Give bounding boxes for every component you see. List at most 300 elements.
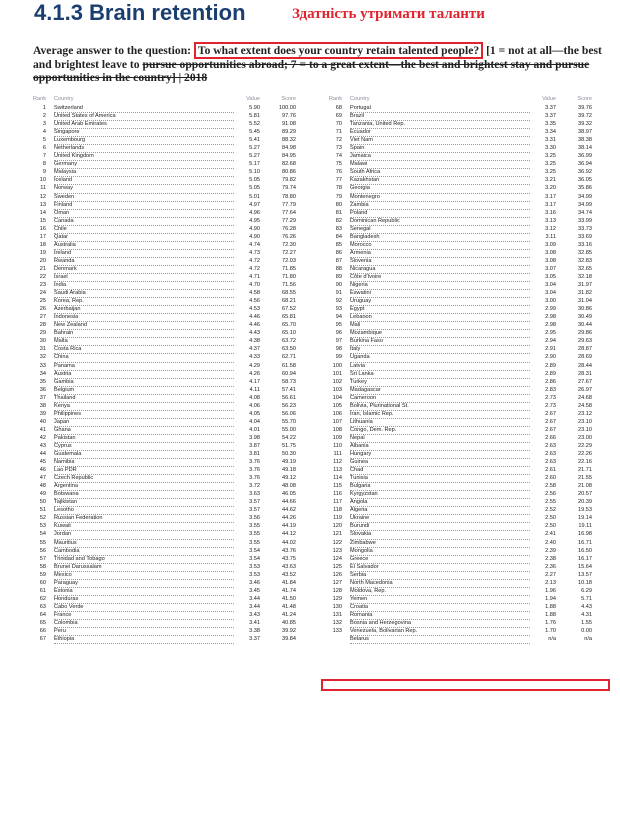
- value-cell: 2.90: [534, 353, 556, 361]
- value-cell: 2.66: [534, 434, 556, 442]
- value-cell: 3.57: [238, 498, 260, 506]
- table-row: [328, 635, 596, 643]
- score-cell: 20.57: [578, 491, 592, 498]
- rank-cell: 97: [335, 338, 342, 345]
- country-cell: Kenya: [54, 402, 234, 411]
- country-cell: Colombia: [54, 619, 234, 628]
- table-row: [328, 168, 596, 176]
- rank-cell: 79: [335, 193, 342, 200]
- score-cell: 44.02: [282, 539, 296, 546]
- value-cell: 4.05: [238, 410, 260, 418]
- score-cell: 60.94: [282, 370, 296, 377]
- rank-cell: 73: [335, 145, 342, 152]
- table-row: [328, 225, 596, 233]
- header-country: Country: [54, 96, 74, 102]
- rank-cell: 70: [335, 121, 342, 128]
- table-row: [328, 345, 596, 353]
- rank-cell: 82: [335, 217, 342, 224]
- country-cell: Thailand: [54, 394, 234, 403]
- rank-cell: 75: [335, 161, 342, 168]
- score-cell: 88.32: [282, 137, 296, 144]
- table-row: [32, 305, 300, 313]
- score-cell: 44.62: [282, 507, 296, 514]
- header-score: Score: [281, 96, 296, 102]
- score-cell: 0.00: [581, 628, 592, 635]
- table-row: [328, 434, 596, 442]
- value-cell: 3.44: [238, 603, 260, 611]
- country-cell: Namibia: [54, 458, 234, 467]
- score-cell: 36.99: [578, 153, 592, 160]
- value-cell: 4.46: [238, 313, 260, 321]
- rank-cell: 8: [42, 161, 46, 168]
- country-cell: Latvia: [350, 362, 530, 371]
- value-cell: 4.72: [238, 257, 260, 265]
- table-row: [328, 209, 596, 217]
- score-cell: 58.73: [282, 378, 296, 385]
- value-cell: 3.55: [238, 539, 260, 547]
- score-cell: 43.52: [282, 571, 296, 578]
- table-row: [32, 547, 300, 555]
- score-cell: 71.85: [282, 265, 296, 272]
- value-cell: 3.00: [534, 297, 556, 305]
- rank-cell: 117: [333, 499, 342, 506]
- rank-cell: 36: [39, 386, 46, 393]
- table-row: [328, 362, 596, 370]
- country-cell: Nicaragua: [350, 265, 530, 274]
- table-row: [328, 378, 596, 386]
- score-cell: 79.82: [282, 177, 296, 184]
- value-cell: 2.73: [534, 394, 556, 402]
- rank-cell: 108: [332, 426, 342, 433]
- country-cell: Uruguay: [350, 297, 530, 306]
- score-cell: 68.55: [282, 290, 296, 297]
- rank-cell: 27: [39, 314, 46, 321]
- score-cell: 21.55: [578, 475, 592, 482]
- value-cell: 2.63: [534, 442, 556, 450]
- country-cell: Panama: [54, 362, 234, 371]
- table-row: [32, 112, 300, 120]
- score-cell: 44.66: [282, 499, 296, 506]
- rank-cell: 14: [39, 209, 46, 216]
- country-cell: Botswana: [54, 490, 234, 499]
- value-cell: 3.37: [534, 104, 556, 112]
- value-cell: 3.07: [534, 265, 556, 273]
- table-row: [32, 571, 300, 579]
- country-cell: Lao PDR: [54, 466, 234, 475]
- score-cell: 44.26: [282, 515, 296, 522]
- country-cell: Finland: [54, 201, 234, 210]
- table-row: [32, 168, 300, 176]
- country-cell: Qatar: [54, 233, 234, 242]
- country-cell: Chile: [54, 225, 234, 234]
- score-cell: 15.64: [578, 563, 592, 570]
- country-cell: Kyrgyzstan: [350, 490, 530, 499]
- rank-cell: 26: [39, 306, 46, 313]
- score-cell: 41.24: [282, 611, 296, 618]
- country-cell: Tajikistan: [54, 498, 234, 507]
- score-cell: 6.29: [581, 587, 592, 594]
- country-cell: Turkey: [350, 378, 530, 387]
- rank-cell: 55: [39, 539, 46, 546]
- country-cell: Guinea: [350, 458, 530, 467]
- rank-cell: 116: [333, 491, 342, 498]
- rank-cell: 6: [42, 145, 46, 152]
- table-row: [32, 217, 300, 225]
- rank-cell: 5: [42, 137, 46, 144]
- country-cell: Bolivia, Plurinational St.: [350, 402, 530, 411]
- question-scale-part1: [1 = not at all—the best and brightest leave to: [33, 44, 602, 71]
- score-cell: 55.00: [282, 426, 296, 433]
- score-cell: 33.16: [578, 241, 592, 248]
- score-cell: 71.80: [282, 273, 296, 280]
- value-cell: 4.73: [238, 249, 260, 257]
- value-cell: 1.96: [534, 587, 556, 595]
- table-row: [32, 104, 300, 112]
- value-cell: 5.52: [238, 120, 260, 128]
- table-row: [328, 112, 596, 120]
- value-cell: 3.87: [238, 442, 260, 450]
- table-row: [32, 370, 300, 378]
- table-row: [32, 378, 300, 386]
- table-row: [32, 313, 300, 321]
- table-row: [328, 241, 596, 249]
- table-row: [32, 563, 300, 571]
- value-cell: 5.01: [238, 193, 260, 201]
- table-row: [328, 522, 596, 530]
- rank-cell: 9: [42, 169, 46, 176]
- country-cell: Angola: [350, 498, 530, 507]
- score-cell: 16.17: [578, 555, 592, 562]
- country-cell: Moldova, Rep.: [350, 587, 530, 596]
- country-cell: Pakistan: [54, 434, 234, 443]
- score-cell: 16.71: [578, 539, 592, 546]
- value-cell: 4.26: [238, 370, 260, 378]
- score-cell: 80.86: [282, 169, 296, 176]
- rank-cell: 92: [335, 298, 342, 305]
- rank-cell: 64: [39, 611, 46, 618]
- value-cell: n/a: [534, 635, 556, 643]
- table-row: [32, 474, 300, 482]
- value-cell: 2.13: [534, 579, 556, 587]
- value-cell: 5.45: [238, 128, 260, 136]
- rank-cell: 90: [335, 282, 342, 289]
- value-cell: 2.89: [534, 362, 556, 370]
- value-cell: 4.70: [238, 281, 260, 289]
- score-cell: 13.57: [578, 571, 592, 578]
- rank-cell: 21: [39, 265, 46, 272]
- score-cell: 67.52: [282, 306, 296, 313]
- score-cell: 23.10: [578, 418, 592, 425]
- score-cell: 4.43: [581, 603, 592, 610]
- table-row: [32, 160, 300, 168]
- country-cell: Lithuania: [350, 418, 530, 427]
- country-cell: Algeria: [350, 506, 530, 515]
- table-row: [32, 233, 300, 241]
- value-cell: 2.36: [534, 563, 556, 571]
- value-cell: 3.37: [238, 635, 260, 643]
- table-header: [328, 94, 596, 104]
- rank-cell: 115: [333, 483, 342, 490]
- rank-cell: 19: [39, 249, 46, 256]
- table-row: [32, 506, 300, 514]
- table-row: [32, 458, 300, 466]
- table-row: [328, 514, 596, 522]
- score-cell: 56.61: [282, 394, 296, 401]
- score-cell: 72.03: [282, 257, 296, 264]
- score-cell: 56.06: [282, 410, 296, 417]
- country-cell: Mozambique: [350, 329, 530, 338]
- table-row: [32, 257, 300, 265]
- score-cell: 4.31: [581, 611, 592, 618]
- table-row: [328, 297, 596, 305]
- table-row: [32, 386, 300, 394]
- score-cell: 32.65: [578, 265, 592, 272]
- rank-cell: 123: [332, 547, 342, 554]
- rank-cell: 57: [39, 555, 46, 562]
- table-row: [32, 225, 300, 233]
- table-row: [32, 418, 300, 426]
- value-cell: 3.20: [534, 184, 556, 192]
- value-cell: 3.35: [534, 120, 556, 128]
- value-cell: 2.83: [534, 386, 556, 394]
- rank-cell: 84: [335, 233, 342, 240]
- table-row: [328, 466, 596, 474]
- value-cell: 5.27: [238, 152, 260, 160]
- score-cell: 26.97: [578, 386, 592, 393]
- country-cell: North Macedonia: [350, 579, 530, 588]
- rank-cell: 47: [39, 475, 46, 482]
- country-cell: Malta: [54, 337, 234, 346]
- score-cell: 23.00: [578, 434, 592, 441]
- rank-cell: 49: [39, 491, 46, 498]
- rank-cell: 46: [39, 467, 46, 474]
- rank-cell: 72: [335, 137, 342, 144]
- country-cell: Italy: [350, 345, 530, 354]
- score-cell: 32.83: [578, 257, 592, 264]
- value-cell: 3.16: [534, 209, 556, 217]
- table-row: [32, 402, 300, 410]
- table-row: [328, 458, 596, 466]
- value-cell: 4.96: [238, 209, 260, 217]
- country-cell: Hungary: [350, 450, 530, 459]
- country-cell: Japan: [54, 418, 234, 427]
- value-cell: 2.39: [534, 547, 556, 555]
- score-cell: 79.74: [282, 185, 296, 192]
- value-cell: 4.01: [238, 426, 260, 434]
- table-row: [32, 619, 300, 627]
- value-cell: 2.27: [534, 571, 556, 579]
- score-cell: 19.14: [578, 515, 592, 522]
- value-cell: 2.91: [534, 345, 556, 353]
- rank-cell: 106: [332, 410, 342, 417]
- country-cell: Malaysia: [54, 168, 234, 177]
- country-cell: Congo, Dem. Rep.: [350, 426, 530, 435]
- country-cell: Iceland: [54, 176, 234, 185]
- table-row: [328, 193, 596, 201]
- value-cell: 3.54: [238, 555, 260, 563]
- rank-cell: 91: [335, 290, 342, 297]
- value-cell: 3.57: [238, 506, 260, 514]
- table-row: [328, 144, 596, 152]
- score-cell: 19.53: [578, 507, 592, 514]
- rank-cell: 105: [332, 402, 342, 409]
- country-cell: Ukraine: [350, 514, 530, 523]
- score-cell: 49.19: [282, 459, 296, 466]
- ukraine-highlight-box: [321, 679, 610, 691]
- value-cell: 2.56: [534, 490, 556, 498]
- score-cell: 32.85: [578, 249, 592, 256]
- score-cell: 28.31: [578, 370, 592, 377]
- table-row: [328, 184, 596, 192]
- rank-cell: 60: [39, 579, 46, 586]
- table-row: [32, 611, 300, 619]
- value-cell: 1.88: [534, 603, 556, 611]
- country-cell: China: [54, 353, 234, 362]
- country-cell: India: [54, 281, 234, 290]
- table-row: [32, 209, 300, 217]
- country-cell: Eswatini: [350, 289, 530, 298]
- table-row: [328, 587, 596, 595]
- score-cell: 44.19: [282, 523, 296, 530]
- score-cell: 40.85: [282, 620, 296, 626]
- score-cell: 39.76: [578, 105, 592, 111]
- country-cell: Croatia: [350, 603, 530, 612]
- rank-cell: 85: [335, 241, 342, 248]
- rank-cell: 44: [39, 451, 46, 458]
- rank-cell: 118: [333, 507, 342, 514]
- value-cell: 3.53: [238, 563, 260, 571]
- section-title: 4.1.3 Brain retention: [34, 0, 246, 25]
- value-cell: 5.10: [238, 168, 260, 176]
- country-cell: Guatemala: [54, 450, 234, 459]
- country-cell: Serbia: [350, 571, 530, 580]
- value-cell: 4.17: [238, 378, 260, 386]
- table-row: [328, 547, 596, 555]
- table-row: [328, 603, 596, 611]
- score-cell: 39.84: [282, 636, 296, 643]
- value-cell: 4.08: [238, 394, 260, 402]
- rank-cell: 30: [39, 338, 46, 345]
- value-cell: 3.56: [238, 514, 260, 522]
- value-cell: 4.74: [238, 241, 260, 249]
- country-cell: Burkina Faso: [350, 337, 530, 346]
- rank-cell: 80: [335, 201, 342, 208]
- value-cell: 2.41: [534, 530, 556, 538]
- score-cell: 16.50: [578, 547, 592, 554]
- score-cell: 68.21: [282, 298, 296, 305]
- rank-cell: 62: [39, 595, 46, 602]
- rank-cell: 130: [332, 603, 342, 610]
- score-cell: 29.63: [578, 338, 592, 345]
- value-cell: 2.63: [534, 450, 556, 458]
- country-cell: Burundi: [350, 522, 530, 531]
- country-cell: Morocco: [350, 241, 530, 250]
- country-cell: Côte d'Ivoire: [350, 273, 530, 282]
- rank-cell: 37: [39, 394, 46, 401]
- score-cell: 61.58: [282, 362, 296, 369]
- country-cell: Georgia: [350, 184, 530, 193]
- rank-cell: 34: [39, 370, 46, 377]
- country-cell: Zimbabwe: [350, 539, 530, 548]
- country-cell: Chad: [350, 466, 530, 475]
- country-cell: Czech Republic: [54, 474, 234, 483]
- score-cell: 41.50: [282, 595, 296, 602]
- table-row: [328, 555, 596, 563]
- table-row: [32, 249, 300, 257]
- score-cell: 33.99: [578, 217, 592, 224]
- country-cell: Norway: [54, 184, 234, 193]
- value-cell: 2.99: [534, 305, 556, 313]
- rank-cell: 17: [39, 233, 46, 240]
- score-cell: 48.08: [282, 483, 296, 490]
- country-cell: Lesotho: [54, 506, 234, 515]
- rank-cell: 42: [39, 434, 46, 441]
- table-row: [328, 265, 596, 273]
- question-scale-part2: pursue opportunities abroad; 7 = to a great extent—the best and brightest stay and pursue opportunities in the country] | 2018: [33, 57, 590, 84]
- value-cell: 4.58: [238, 289, 260, 297]
- table-row: [328, 482, 596, 490]
- rank-cell: 11: [40, 185, 46, 192]
- score-cell: 41.48: [282, 603, 296, 610]
- table-row: [32, 466, 300, 474]
- table-row: [328, 418, 596, 426]
- rank-cell: 48: [39, 483, 46, 490]
- score-cell: 16.98: [578, 531, 592, 538]
- ranking-table-right: [328, 94, 596, 643]
- rank-cell: 93: [335, 306, 342, 313]
- value-cell: 4.33: [238, 353, 260, 361]
- rank-cell: 131: [332, 611, 342, 618]
- score-cell: 65.10: [282, 330, 296, 337]
- value-cell: 1.70: [534, 627, 556, 635]
- table-row: [32, 579, 300, 587]
- value-cell: 5.41: [238, 136, 260, 144]
- score-cell: 54.22: [282, 434, 296, 441]
- table-row: [32, 184, 300, 192]
- score-cell: 1.55: [581, 620, 592, 626]
- score-cell: 28.87: [578, 346, 592, 353]
- table-row: [328, 233, 596, 241]
- table-row: [32, 482, 300, 490]
- table-row: [328, 201, 596, 209]
- rank-cell: 63: [39, 603, 46, 610]
- value-cell: 4.11: [238, 386, 260, 394]
- table-row: [328, 257, 596, 265]
- country-cell: Jordan: [54, 530, 234, 539]
- country-cell: Oman: [54, 209, 234, 218]
- score-cell: 97.76: [282, 113, 296, 120]
- rank-cell: 104: [332, 394, 342, 401]
- country-cell: Trinidad and Tobago: [54, 555, 234, 564]
- question-description: [33, 44, 608, 85]
- score-cell: 41.84: [282, 579, 296, 586]
- value-cell: 2.98: [534, 321, 556, 329]
- value-cell: 2.61: [534, 466, 556, 474]
- table-row: [328, 337, 596, 345]
- value-cell: 2.38: [534, 555, 556, 563]
- value-cell: 5.05: [238, 176, 260, 184]
- table-row: [32, 273, 300, 281]
- rank-cell: 119: [333, 515, 342, 522]
- value-cell: 3.44: [238, 595, 260, 603]
- table-row: [328, 353, 596, 361]
- country-cell: Sri Lanka: [350, 370, 530, 379]
- table-row: [32, 595, 300, 603]
- value-cell: 3.21: [534, 176, 556, 184]
- value-cell: 3.04: [534, 289, 556, 297]
- rank-cell: 29: [39, 330, 46, 337]
- country-cell: South Africa: [350, 168, 530, 177]
